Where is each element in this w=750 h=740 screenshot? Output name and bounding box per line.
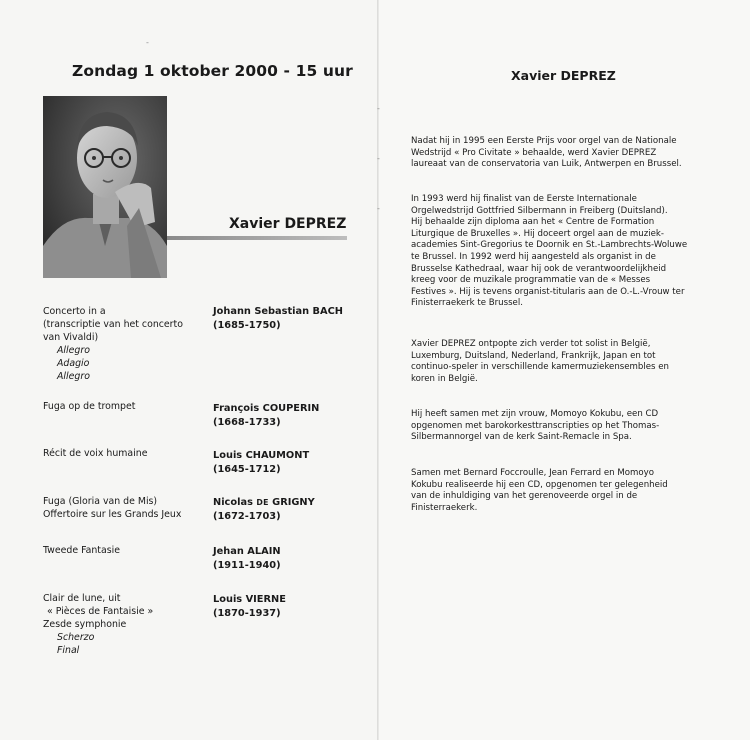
program-piece (43, 447, 203, 460)
print-mark: - (146, 38, 149, 47)
bio-line: van de inhuldiging van het gerenoveerde orgel in de (411, 491, 638, 502)
bio-line: Wedstrijd « Pro Civitate » behaalde, werd Xavier DEPREZ (411, 147, 657, 158)
piece-title-line: « Pièces de Fantaisie » (47, 606, 154, 617)
composer-dates: (1668-1733) (213, 416, 281, 428)
piece-title-line: Offertoire sur les Grands Jeux (43, 509, 182, 520)
bio-line: opgenomen met barokorkesttranscripties op het Thomas- (411, 420, 660, 431)
name-underline-rule (167, 236, 347, 240)
composer-last-name: VIERNE (245, 594, 286, 605)
bio-line: Nadat hij in 1995 een Eerste Prijs voor orgel van de Nationale (411, 136, 677, 146)
program-piece (43, 400, 203, 413)
composer-dates: (1870-1937) (213, 607, 281, 619)
composer-first-name: Louis (213, 450, 243, 461)
bio-paragraph (411, 339, 731, 385)
piece-title-line: Récit de voix humaine (43, 448, 148, 459)
bio-line: academies Sint-Gregorius te Doornik en St.-Lambrechts-Woluwe (411, 240, 688, 251)
bio-line: Orgelwedstrijd Gottfried Silbermann in Freiberg (Duitsland). (411, 205, 668, 216)
bio-line: Liturgique de Bruxelles ». Hij doceert orgel aan de muziek- (411, 228, 664, 239)
program-composer (213, 449, 363, 476)
composer-dates: (1645-1712) (213, 463, 281, 475)
bio-line: te Brussel. In 1992 werd hij aangesteld als organist in de (411, 251, 656, 262)
bio-line: Luxemburg, Duitsland, Nederland, Frankrijk, Japan en tot (411, 350, 656, 361)
bio-paragraph (411, 468, 731, 514)
composer-first-name: Jehan (213, 546, 244, 557)
bio-line: Finisterraekerk te Brussel. (411, 298, 523, 309)
program-composer (213, 305, 363, 332)
composer-last-name: COUPERIN (262, 403, 320, 414)
piece-title-line: Fuga (Gloria van de Mis) (43, 496, 158, 507)
movement: Allegro (57, 371, 90, 382)
program-composer (213, 496, 363, 523)
composer-last-name: ALAIN (247, 546, 281, 557)
program-composer (213, 545, 363, 572)
bio-line: Xavier DEPREZ ontpopte zich verder tot solist in België, (411, 339, 651, 349)
bio-line: Silbermannorgel van de kerk Saint-Remacle in Spa. (411, 432, 632, 443)
bio-line: Brusselse Kathedraal, waar hij ook de verantwoordelijkheid (411, 263, 667, 274)
composer-first-name: Johann Sebastian (213, 306, 310, 317)
bio-line: Kokubu realiseerde hij een CD, opgenomen ter gelegenheid (411, 479, 668, 490)
composer-name (213, 545, 363, 559)
composer-dates: (1911-1940) (213, 559, 281, 571)
piece-title-line: Concerto in a (43, 306, 106, 317)
piece-title-line: Clair de lune, uit (43, 593, 121, 604)
bio-line: Finisterraekerk. (411, 502, 478, 513)
movement: Final (57, 645, 80, 656)
composer-name-particle: DE (256, 498, 269, 507)
piece-title-line: Zesde symphonie (43, 619, 127, 630)
piece-title-line: Fuga op de trompet (43, 401, 136, 412)
composer-last-name: CHAUMONT (245, 450, 310, 461)
bio-line: Hij heeft samen met zijn vrouw, Momoyo Kokubu, een CD (411, 409, 659, 419)
composer-name (213, 496, 363, 510)
composer-name (213, 402, 363, 416)
piece-title-line: Tweede Fantasie (43, 545, 120, 556)
performer-name: Xavier DEPREZ (229, 216, 347, 232)
bio-title: Xavier DEPREZ (511, 68, 616, 83)
print-mark: - (377, 154, 380, 163)
composer-name (213, 449, 363, 463)
bio-paragraph (411, 136, 731, 171)
bio-line: Festives ». Hij is tevens organist-titularis aan de O.-L.-Vrouw ter (411, 286, 685, 297)
program-piece (43, 544, 203, 557)
bio-line: koren in België. (411, 373, 478, 384)
bio-paragraph (411, 409, 731, 444)
composer-first-name: Louis (213, 594, 243, 605)
movement: Adagio (57, 358, 90, 369)
piece-title-line: (transcriptie van het concerto (43, 319, 183, 330)
print-mark: - (377, 104, 380, 113)
bio-line: Samen met Bernard Foccroulle, Jean Ferrard en Momoyo (411, 468, 654, 478)
bio-line: continuo-speler in verschillende kamermuziekensembles en (411, 362, 669, 373)
bio-line: In 1993 werd hij finalist van de Eerste Internationale (411, 194, 637, 204)
bio-line: Hij behaalde zijn diploma aan het « Centre de Formation (411, 217, 655, 228)
composer-dates: (1672-1703) (213, 510, 281, 522)
composer-first-name: François (213, 403, 260, 414)
composer-last-name: BACH (312, 306, 343, 317)
print-mark: - (377, 204, 380, 213)
program-piece (43, 305, 203, 383)
composer-name (213, 593, 363, 607)
composer-dates: (1685-1750) (213, 319, 281, 331)
bio-line: kreeg voor de muzikale programmatie van de « Messes (411, 275, 651, 286)
program-composer (213, 593, 363, 620)
performer-photo (43, 96, 167, 278)
program-composer (213, 402, 363, 429)
bio-paragraph (411, 194, 731, 310)
composer-last-name: GRIGNY (272, 497, 315, 508)
program-piece (43, 592, 203, 657)
movement: Allegro (57, 345, 90, 356)
movement: Scherzo (57, 632, 95, 643)
composer-first-name: Nicolas (213, 497, 253, 508)
program-piece (43, 495, 203, 521)
concert-date: Zondag 1 oktober 2000 - 15 uur (72, 62, 353, 80)
piece-title-line: van Vivaldi) (43, 332, 99, 343)
composer-name (213, 305, 363, 319)
bio-line: laureaat van de conservatoria van Luik, Antwerpen en Brussel. (411, 159, 682, 170)
